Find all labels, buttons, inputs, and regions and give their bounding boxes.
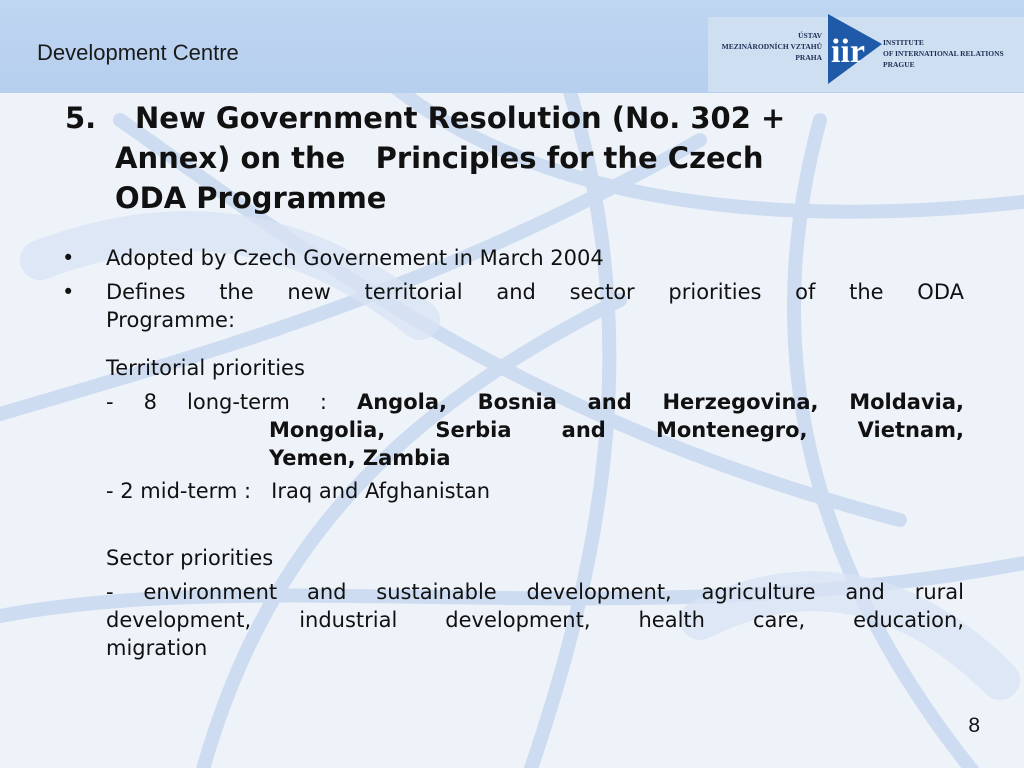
bullet-text-line-2: Programme: xyxy=(106,308,236,332)
heading-number: 5. xyxy=(65,101,97,135)
sector-line-2: development, industrial development, health care, education, xyxy=(106,608,964,632)
slide-heading xyxy=(65,98,945,218)
logo-cz-line-1: ÚSTAV xyxy=(798,31,822,40)
heading-line-2: Annex) on the Principles for the Czech xyxy=(115,141,764,175)
sector-line-1: - environment and sustainable development, agriculture and rural xyxy=(106,580,964,604)
long-term-countries-2: Mongolia, Serbia and Montenegro, Vietnam, xyxy=(269,418,964,442)
heading-line-1: New Government Resolution (No. 302 + xyxy=(135,101,786,135)
logo-cz-line-3: PRAHA xyxy=(795,53,822,62)
long-term-label: - 8 long-term : xyxy=(106,390,357,414)
mid-term-priorities: - 2 mid-term : Iraq and Afghanistan xyxy=(106,479,491,503)
bullet-text: Adopted by Czech Governement in March 2004 xyxy=(106,246,604,270)
territorial-heading: Territorial priorities xyxy=(106,356,305,380)
logo-cz-line-2: MEZINÁRODNÍCH VZTAHŮ xyxy=(721,42,822,51)
long-term-countries-1: Angola, Bosnia and Herzegovina, Moldavia, xyxy=(356,390,964,414)
bullet-marker: • xyxy=(62,280,75,304)
bullet-marker: • xyxy=(62,246,75,270)
sector-heading: Sector priorities xyxy=(106,546,274,570)
header-title: Development Centre xyxy=(37,40,239,65)
long-term-priorities xyxy=(106,388,964,472)
long-term-countries-3: Yemen, Zambia xyxy=(269,446,451,470)
logo-en-line-1: INSTITUTE xyxy=(883,38,924,47)
bullet-text-block xyxy=(106,278,964,334)
logo-en-line-3: PRAGUE xyxy=(883,60,915,69)
svg-text:iir: iir xyxy=(831,33,865,70)
page-number: 8 xyxy=(968,714,980,737)
heading-line-3: ODA Programme xyxy=(115,181,387,215)
long-term-line-1 xyxy=(106,388,964,416)
sector-line-3: migration xyxy=(106,636,208,660)
sector-priorities xyxy=(106,578,964,662)
logo-en-line-2: OF INTERNATIONAL RELATIONS xyxy=(883,49,1004,58)
bullet-text-line-1: Defines the new territorial and sector priorities of the ODA xyxy=(106,280,964,304)
